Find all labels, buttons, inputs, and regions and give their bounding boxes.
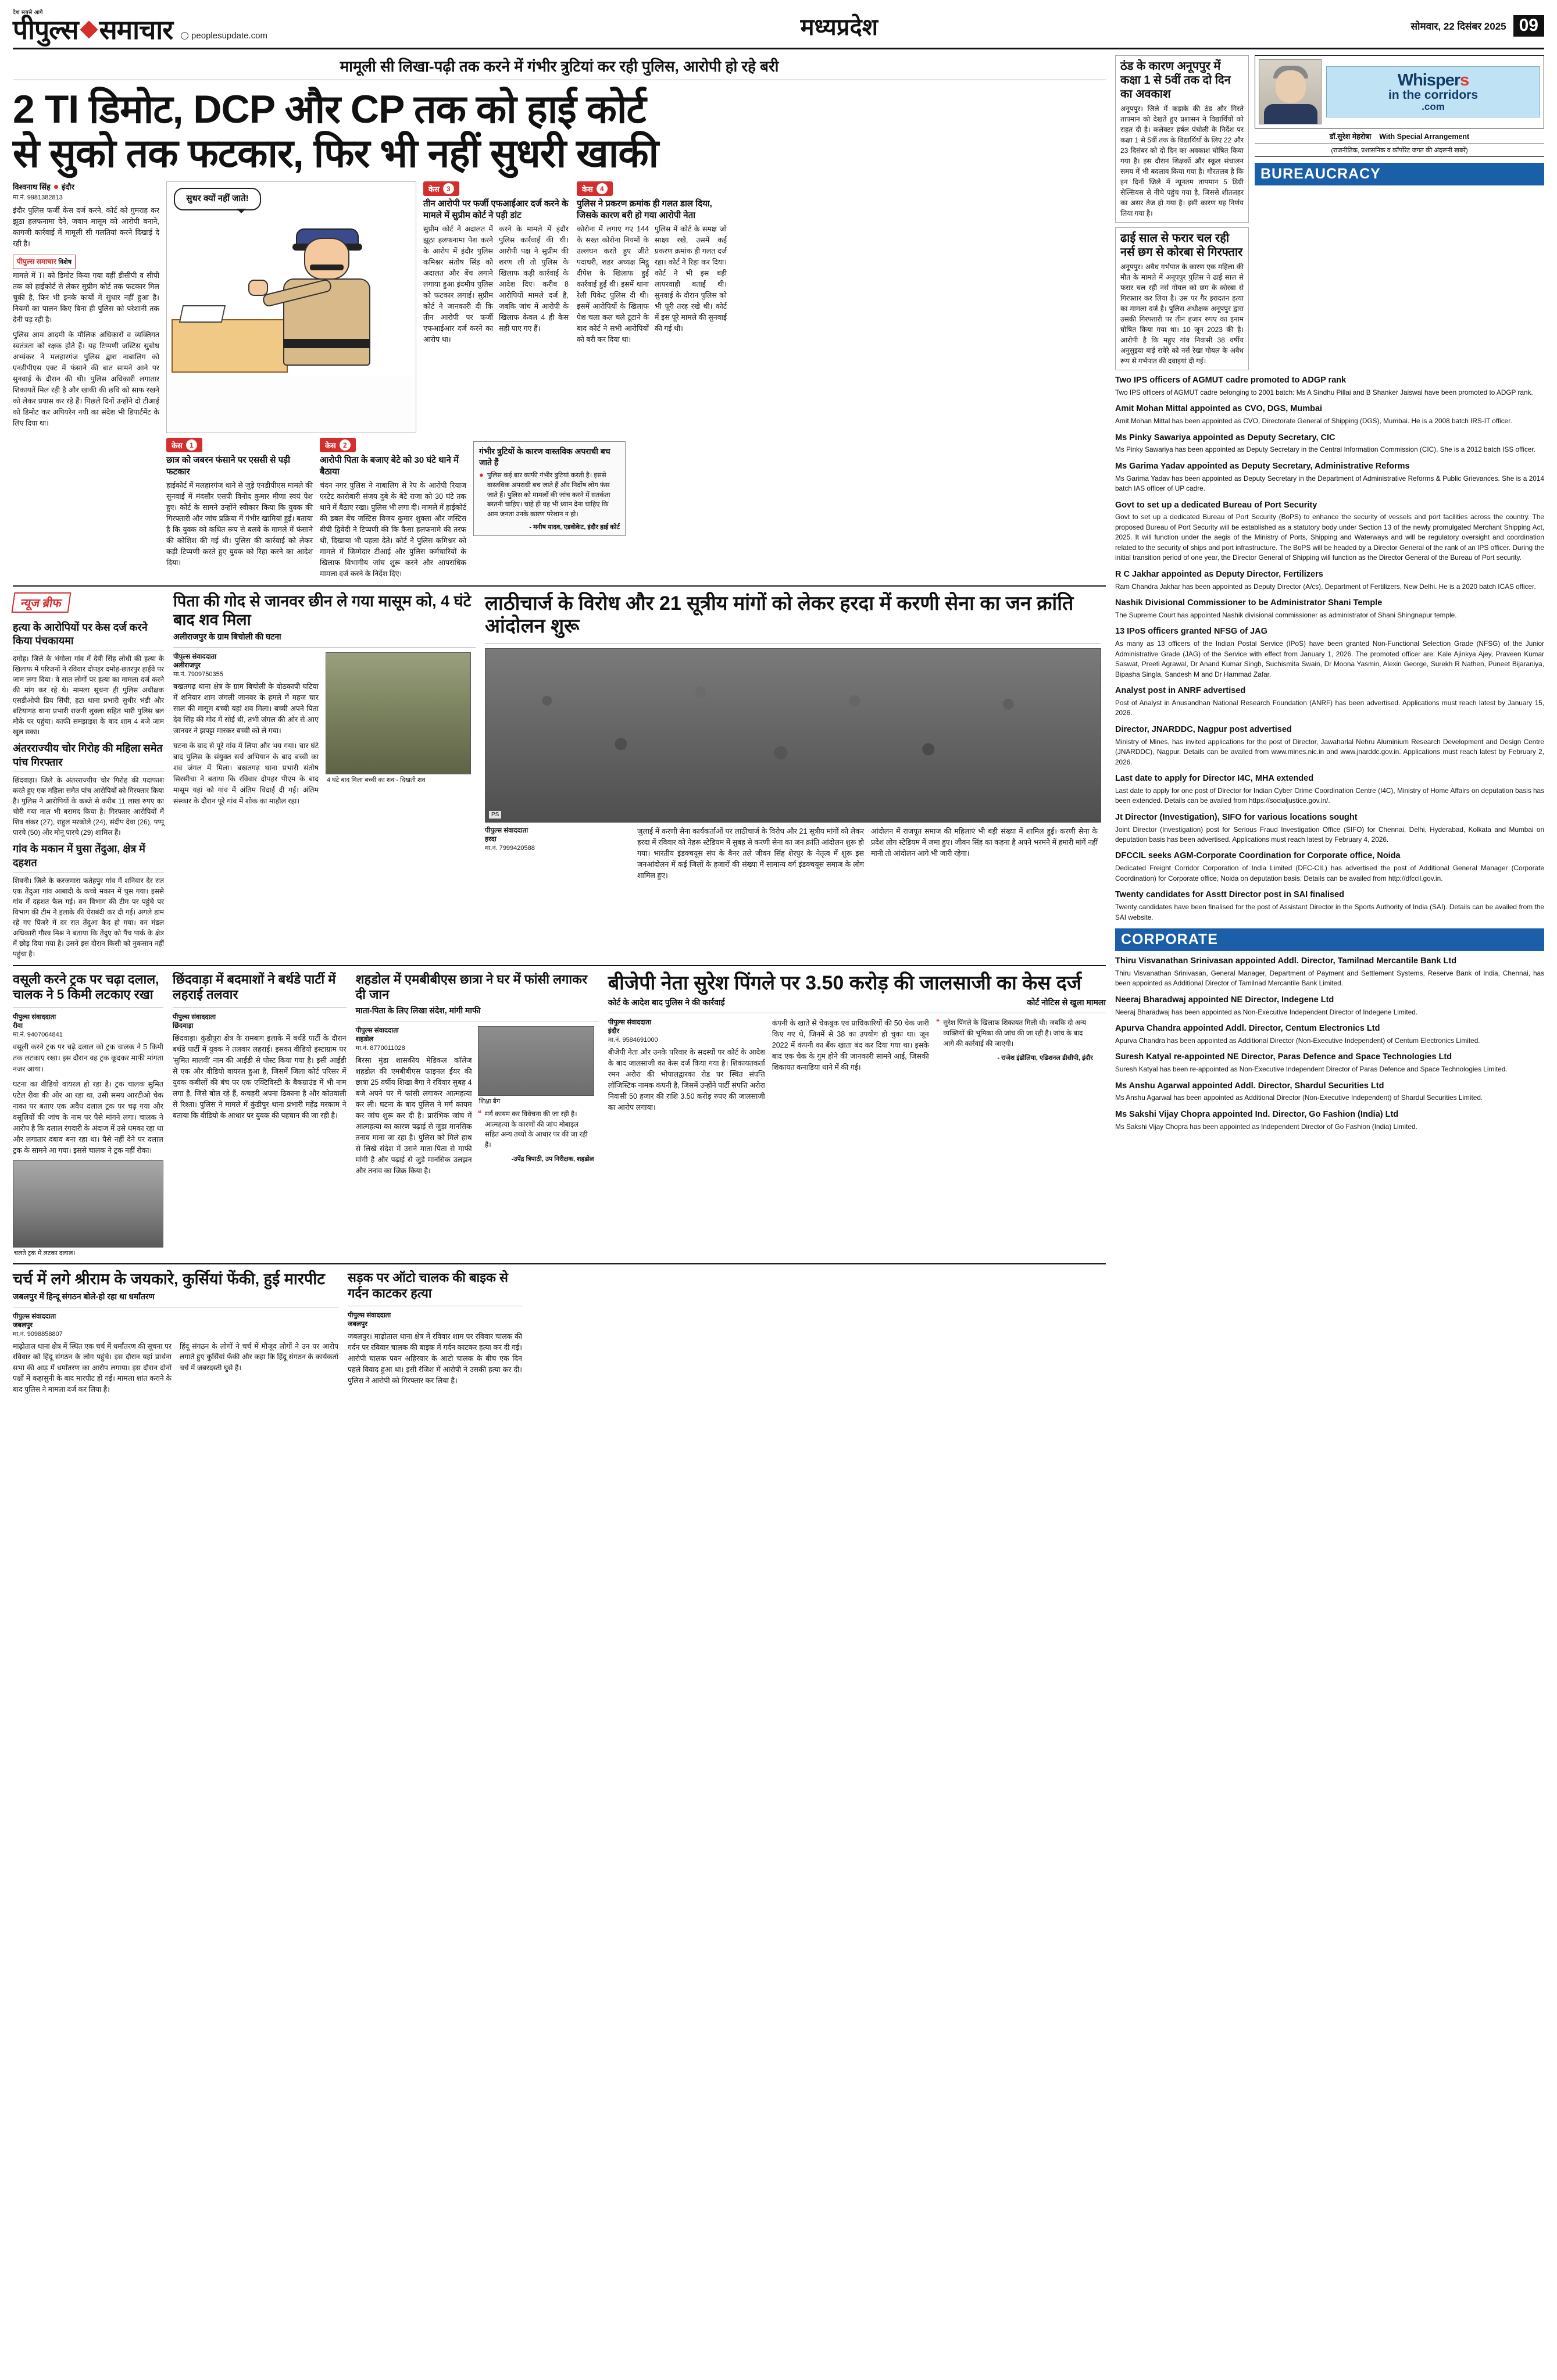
item-body: Ms Garima Yadav has been appointed as Deputy Secretary in the Department of Administrative Reforms & Public Grievances. She is a 2014 batch IAS officer of UP cadre.	[1115, 474, 1544, 493]
case-3-tag	[423, 181, 459, 196]
case-2-label: केस	[325, 441, 336, 450]
story-bjp-quote	[936, 1018, 1093, 1049]
story-lathicharge-photo	[485, 648, 1101, 823]
story-chhindwara-headline: छिंदवाड़ा में बदमाशों ने बर्थडे पार्टी में लहराई तलवार	[172, 972, 336, 1002]
second-band	[13, 592, 1106, 959]
news-brief-item-3	[13, 842, 164, 959]
case-1-headline: छात्र को जबरन फंसाने पर एससी से पड़ी फटकार	[166, 455, 291, 477]
side-boxes	[1115, 55, 1249, 375]
divider-goat	[173, 647, 476, 648]
page-body	[13, 55, 1544, 1395]
head-shape	[304, 238, 349, 280]
globe-icon	[181, 32, 188, 40]
whispers-logo	[1326, 66, 1540, 117]
story-goat-para-1: बखतगढ़ थाना क्षेत्र के ग्राम बिचोली के वोठकापी घटिया में शनिवार शाम जंगली जानवर के हमले में महज चार साल की मासूम बच्ची यहां शव मिला। बच्ची अपने पिता देव सिंह की गोद में सोई थी, तभी जंगल की ओर से आए जानवर ने झपट्टा मारकर बच्ची को ले गया।	[173, 682, 319, 735]
face-shape	[1276, 70, 1306, 103]
divider-truck	[13, 1007, 163, 1008]
lead-headline	[13, 87, 1106, 176]
logo-word-2: समाचार	[99, 15, 173, 45]
editorial-cartoon	[166, 181, 416, 433]
item-body: Ms Pinky Sawariya has been appointed as Deputy Secretary in the Central Information Commission (CIC). She is a 2012 batch ISS officer.	[1115, 445, 1536, 454]
whispers-logo-line2: in the corridors	[1388, 88, 1479, 102]
item-body: Suresh Katyal has been re-appointed as Non-Executive Independent Director of Paras Defence and Space Technologies Limited.	[1115, 1065, 1508, 1074]
corporate-item	[1115, 1081, 1544, 1103]
item-body: Ministry of Mines, has invited applications for the post of Director, Jawaharlal Nehru Aluminium Research Development and Design Centre (JNARDDC), Nagpur. Details can be availed from www.mines.nic.in and www.jnarddc.gov.in. Applications must reach latest by February 2, 2026.	[1115, 737, 1544, 766]
divider-1	[13, 585, 1106, 587]
story-lathicharge-para-2: आंदोलन में राजपूत समाज की महिलाएं भी बड़ी संख्या में शामिल हुई। करणी सेना के प्रदेश लोग स्टेडियम में जमा हुए। जीवन सिंह का कहना है अपने भरमने में हमारी मांगें नहीं मानी तो आंदोलन आगे भी जारी रहेगा।	[871, 827, 1098, 857]
third-band	[13, 972, 1106, 1257]
story-auto-credit: पीपुल्स संवाददाता	[348, 1311, 391, 1319]
story-goat-credit: पीपुल्स संवाददाता	[173, 653, 217, 661]
item-body: Joint Director (Investigation) post for Serious Fraud Investigation Office (SIFO) for Chennai, Delhi, Hyderabad, Kolkata and Mumbai on deputation basis has been advertised. Applications must reach latest by February 4, 2026.	[1115, 825, 1544, 844]
lead-headline-line2: से सुको तक फटकार, फिर भी नहीं सुधरी खाकी	[13, 131, 659, 176]
belt-shape	[283, 339, 370, 348]
story-bjp-place: इंदौर	[608, 1028, 620, 1035]
story-bjp-para-2: कंपनी के खाते से चेकबुक एवं प्राधिकारियों की 50 चेक जारी किए गए थे, जिनमें से 38 का उपयोग हो चुका था। जून 2022 में कंपनी का बैंक खाता बंद कर दिया गया था। इसके बाद एक चेक के गुम होने की जानकारी सामने आई, जिसकी शिकायत कनाडिया थाने में की गई।	[772, 1019, 929, 1072]
case-2-headline: आरोपी पिता के बजाए बेटे को 30 घंटे थाने में बैठाया	[320, 455, 459, 477]
policeman-illustration	[266, 228, 399, 374]
publication-logo	[13, 8, 173, 43]
story-lathicharge-phone: मा.नं. 7999420588	[485, 844, 535, 852]
story-truck-phone: मा.नं. 9407064841	[13, 1031, 63, 1038]
masthead-right	[1411, 15, 1544, 37]
quote-bullet-icon: ❝	[935, 1018, 940, 1027]
story-bjp-subhead: कोर्ट के आदेश बाद पुलिस ने की कार्रवाई	[608, 998, 725, 1007]
story-chhindwara	[173, 972, 347, 1257]
case-1-tag	[166, 438, 202, 452]
story-shahdol-place: शहडोल	[355, 1035, 374, 1043]
item-headline: Suresh Katyal re-appointed NE Director, Paras Defence and Space Technologies Ltd	[1115, 1052, 1452, 1062]
lead-grid	[13, 181, 1106, 433]
item-headline: Analyst post in ANRF advertised	[1115, 686, 1246, 695]
item-body: Last date to apply for one post of Director for Indian Cyber Crime Coordination Centre (I4C), Ministry of Home Affairs on deputation basis has been extended. Details can be availed from https://socialjustice.gov.in/.	[1115, 786, 1544, 805]
lead-column-1	[13, 181, 159, 433]
item-headline: Ms Sakshi Vijay Chopra appointed Ind. Director, Go Fashion (India) Ltd	[1115, 1109, 1399, 1119]
story-goat-phone: मा.नं. 7909750355	[173, 671, 223, 678]
story-truck-headline: वसूली करने ट्रक पर चढ़ा दलाल, चालक ने 5 किमी लटकाए रखा	[13, 972, 159, 1002]
diamond-icon	[80, 20, 98, 38]
right-rail	[1115, 55, 1544, 1395]
item-headline: Ms Anshu Agarwal appointed Addl. Director, Shardul Securities Ltd	[1115, 1081, 1384, 1091]
story-bjp	[608, 972, 1106, 1257]
story-church	[13, 1270, 338, 1395]
bureaucracy-item	[1115, 724, 1544, 767]
story-bjp-para-1: बीजेपी नेता और उनके परिवार के सदस्यों पर कोर्ट के आदेश के बाद जालसाजी का केस दर्ज किया गया है। शिकायतकर्ता रमन अरोरा की भोपालद्वारका रोड पर स्थित संपत्ति लॉजिस्टिक नामक कंपनी है, जिसमें उन्होंने पार्टी संपत्ति अरोरा निवासी 50 हजार की राशि 3.50 करोड़ रुपए की जालसाजी का आरोप लगाया।	[608, 1048, 765, 1112]
case-4-body-a: कोरोना में लगाए गए 144 के सख्त कोरोना नियमों के उल्लंघन करते हुए जीते पदाधरी, शहर अध्यक्ष मिट्ठू दीपेश के खिलाफ हुई कार्रवाई हुई थी। इसमें थाना रेली पिकेट पुलिस दी थी। इसमें आरोपियों के खिलाफ पेश चला कल चले टूटाने के बाद कोर्ट ने सभी आरोपियों को बरी कर दिया था।	[577, 224, 649, 344]
shoulders-shape	[1264, 104, 1317, 124]
quote-bullet-icon: ❝	[477, 1109, 482, 1118]
whispers-tagline: (राजनीतिक, प्रशासनिक व कॉर्पोरेट जगत की अंदरूनी खबरें)	[1255, 144, 1544, 157]
lead-kicker: मामूली सी लिखा-पढ़ी तक करने में गंभीर त्रुटियां कर रही पुलिस, आरोपी हो रहे बरी	[13, 55, 1106, 80]
news-brief-2-body: छिंदवाड़ा। जिले के अंतरराज्यीय चोर गिरोह की पदाफाश करते हुए एक महिला समेत पांच आरोपियों को गिरफ्तार किया है। पुलिस ने आरोपियों के कब्जे से करीब 11 लाख रुपए का चोरी गया माल भी बरामद किया है। गिरफ्तार आरोपियों में शिव शंकर (27), राहुल मरकोले (24), संदीप देवा (26), पप्पू पारचे (50) और मोनू पारचे (29) शामिल हैं।	[13, 776, 164, 837]
story-chhindwara-para-1: छिंदवाड़ा। कुंडीपुरा क्षेत्र के रामबाग इलाके में बर्थडे पार्टी के दौरान बर्थडे पार्टी में युवक ने तलवार लहराई। इसका वीडियो इंस्टाग्राम पर 'सुमित मालवी' नाम की आईडी से पोस्ट किया गया है। इसी आईडी से एक और वीडियो वायरल हुआ है, जिसमें जिला कोर्ट परिसर में युवक कबीलों की बंच पर एक एक्टिविस्टी के बैकग्राउंड में भी नाम लगा है, जिसे बोल रहे हैं, कचहरी अपना ठिकाना है और कोतवाली से रिश्ता। पुलिस ने मामले में कुंडीपुर थाना प्रभारी महेंद्र मरकाम ने बताया कि वीडियो के आधार पर युवक की पहचान की जा रही है।	[172, 1034, 347, 1120]
fourth-band-filler	[531, 1270, 1101, 1395]
story-shahdol-quote-text: मर्ग कायम कर विवेचना की जा रही है। आत्महत्या के कारणों की जांच मोबाइल सहित अन्य तथ्यों के आधार पर की जा रही है।	[485, 1110, 588, 1149]
cartoon-caption	[169, 376, 413, 378]
bureaucracy-item	[1115, 812, 1544, 845]
bureaucracy-item	[1115, 500, 1544, 563]
story-shahdol-quote-credit: -उपेंद्र त्रिपाठी, उप निरीक्षक, शहडोल	[511, 1155, 594, 1163]
special-badge: पीपुल्स समाचार	[17, 258, 56, 266]
news-brief-badge: न्यूज ब्रीफ	[12, 592, 72, 613]
case-2-body: चंदन नगर पुलिस ने नाबालिग से रेप के आरोपी रियाज एरटेट कारोबारी संजय दुबे के बेटे राजा को 30 घंटे तक थाने में बैठाए रखा। पुलिस भी लगा दी। मामले में हाईकोर्ट की डबल बेंच जस्टिस विजय कुमार शुक्ला और जस्टिस बीपी द्विवेदी ने टिप्पणी की कि कैसा हलफनामे की तरफ थी, दिखाया भी पहला देते। कोर्ट ने पुलिस कमिश्नर को मामले में जिम्मेदार टीआई और पुलिस कर्मचारियों के खिलाफ विभागीय जांच शुरू करने और आपराधिक मामला दर्ज करने के निर्देश दिए।	[320, 481, 466, 578]
story-church-para-1: माढ़ोताल थाना क्षेत्र में स्थित एक चर्च में धर्मांतरण की सूचना पर रविवार को हिंदू संगठन के लोग पहुंचे। इस दौरान यहां प्रार्थना सभा की आड़ में धर्मांतरण का आरोप लगाया। इस दौरान दोनों पक्षों में कहासुनी के बाद मारपीट हो गई। मामला शांत कराने के बाद पुलिस ने मामला दर्ज कर लिया है।	[13, 1342, 172, 1393]
story-truck-credit: पीपुल्स संवाददाता	[13, 1013, 56, 1021]
item-body: Two IPS officers of AGMUT cadre belonging to 2001 batch: Ms A Sindhu Pillai and B Shanker Jaiswal have been promoted to ADGP rank.	[1115, 388, 1533, 396]
cases-row	[13, 438, 1106, 579]
item-body: Ram Chandra Jakhar has been appointed as Deputy Director (A/cs), Department of Fertilizers, New Delhi. He is a 2020 batch ICAS officer.	[1115, 582, 1536, 591]
byline-phone: मा.नं. 9981382813	[13, 194, 63, 202]
story-bjp-phone: मा.नं. 9584691000	[608, 1037, 658, 1044]
story-shahdol-photo-caption: शिक्षा बैग	[478, 1098, 501, 1105]
case-1-body: हाईकोर्ट में मलहारगंज थाने से जुड़े एनडीपीएस मामले की सुनवाई में मंदसौर एसपी विनोद कुमार मीणा स्वयं पेश हुए। कोर्ट के सामने उन्होंने स्वीकार किया कि युवक की गिरफ्तारी और जांच प्रक्रिया में गंभीर खामियां हुई। बताया है कि युवक को कथित रूप से बलवे के मामले में फंसाने की कोशिश की गई थी। पुलिस की कार्रवाई को लेकर कड़ी टिप्पणी करते हुए युवक को रिहा करने का आदेश दिया।	[166, 481, 313, 567]
divider-chhindwara	[173, 1007, 347, 1008]
bureaucracy-item	[1115, 626, 1544, 680]
story-auto-place: जबलपुर	[348, 1320, 368, 1328]
story-shahdol-headline: शहडोल में एमबीबीएस छात्रा ने घर में फांसी लगाकर दी जान	[355, 972, 587, 1002]
story-church-credit: पीपुल्स संवाददाता	[13, 1313, 56, 1320]
story-auto	[348, 1270, 522, 1395]
byline-author: विश्वनाथ सिंह	[13, 183, 51, 192]
story-goat-subhead: अलीराजपुर के ग्राम बिचोली की घटना	[173, 632, 281, 642]
divider-lathicharge	[485, 643, 1101, 644]
case-3	[423, 181, 570, 433]
item-headline: Last date to apply for Director I4C, MHA extended	[1115, 773, 1314, 783]
expert-quote-row	[479, 471, 620, 519]
story-lathicharge	[485, 592, 1101, 959]
case-3-body-a: सुप्रीम कोर्ट ने अदालत में झूठा हलफनामा पेश करने के आरोप में इंदौर पुलिस कमिश्नर संतोष सिंह को अदालत और बेंच लगाने लगाया हुआ इंदमीय पुलिस को फटकार लगाई। सुप्रीम कोर्ट ने जानकारी दी कि तीन आरोपी पर फर्जी एफआईआर दर्ज करने का आरोप था।	[423, 224, 493, 344]
story-church-headline: चर्च में लगे श्रीराम के जयकारे, कुर्सियां फेंकी, हुई मारपीट	[13, 1270, 325, 1288]
anuppur-box	[1115, 55, 1249, 223]
news-brief-item-2	[13, 742, 164, 838]
fourth-band	[13, 1270, 1106, 1395]
bureaucracy-item	[1115, 461, 1544, 494]
item-body: Amit Mohan Mittal has been appointed as CVO, Directorate General of Shipping (DGS), Mumbai. He is a 2008 batch IRS-IT officer.	[1115, 417, 1512, 426]
publication-date: सोमवार, 22 दिसंबर 2025	[1410, 20, 1506, 32]
error-box-wrap	[473, 438, 626, 579]
story-truck-place: रीवा	[13, 1022, 23, 1030]
story-truck-photo	[13, 1160, 163, 1248]
lead-para-1: इंदौर पुलिस फर्जी केस दर्ज करने, कोर्ट को गुमराह कर झूठा हलफनामा देने, जवान मासूम को आरोपी बनाने, कागजी कार्रवाई में मामूली सी गलतियां करने दिखाई दे रही है।	[13, 206, 159, 248]
website-url[interactable]	[181, 31, 267, 43]
story-goat-photo	[326, 652, 471, 774]
bureaucracy-item	[1115, 773, 1544, 806]
whispers-column	[1255, 55, 1544, 375]
story-lathicharge-headline: लाठीचार्ज के विरोध और 21 सूत्रीय मांगों को लेकर हरदा में करणी सेना का जन क्रांति आंदोलन शुरू	[485, 592, 1074, 638]
masthead	[13, 8, 1544, 49]
case-3-number: 3	[443, 183, 454, 194]
bureaucracy-section-title: BUREAUCRACY	[1255, 163, 1544, 185]
story-church-phone: मा.नं. 9098858807	[13, 1330, 63, 1338]
story-bjp-headline: बीजेपी नेता सुरेश पिंगले पर 3.50 करोड़ की जालसाजी का केस दर्ज	[608, 972, 1082, 995]
story-shahdol	[356, 972, 599, 1257]
item-body: Govt to set up a dedicated Bureau of Port Security (BoPS) to enhance the security of vessels and port facilities across the country. The proposed Bureau of Port Security will be established as a statutory body under Section 13 of the newly promulgated Merchant Shipping Act, 2025. It will function under the aegis of the Ministry of Ports, Shipping and Waterways and will be regulatory oversight and coordination related to the security of ships and port infrastructure. The BoPS will be headed by a Director General of the rank of an IPS officer. During the initial transition period of one year, the Director General of Shipping will function as the Director General of the Bureau of Port security.	[1115, 513, 1544, 562]
whispers-logo-line1: Whispers	[1397, 70, 1469, 90]
bullet-icon	[54, 185, 58, 189]
bureaucracy-item	[1115, 569, 1544, 592]
story-goat-para-2: घटना के बाद से पूरे गांव में लिपा और भय गया। चार घंटे बाद पुलिस के संयुक्त सर्च अभियान के बाद बच्ची का शव जंगल में मिला। बखतगढ़ थाना प्रभारी संतोष सिरसीचा ने बताया कि रविवार दोपहर पीएम के बाद मासूम यहां को गांव में अंतिम विदाई दी गई। अंतिम संस्कार के दौरान पूरे गांव में शोक का माहौल रहा।	[173, 742, 319, 806]
item-body: The Supreme Court has appointed Nashik divisional commissioner as administrator of Shani Shingnapur temple.	[1115, 610, 1457, 619]
bureaucracy-item	[1115, 403, 1544, 426]
bureaucracy-list	[1115, 375, 1544, 923]
story-shahdol-para-1: बिरसा मुंडा शासकीय मेडिकल कॉलेज शहडोल की एमबीबीएस फाइनल ईयर की छात्रा 25 वर्षीय शिखा बैगा ने रविवार सुबह 4 बजे अपने घर में फांसी लगाकर आत्महत्या कर ली। घटना के बाद पुलिस ने मर्ग कायम कर जांच शुरू कर दी है। प्रारंभिक जांच में आत्महत्या का कारण पढ़ाई से जुड़ा मानसिक तनाव माना जा रहा है। पुलिस को मिले हाथ से लिखे संदेश में उसने माता-पिता से माफी मांगी है और पढ़ाई से जुड़े मानसिक उलझन और तनाव का जिक्र किया है।	[355, 1056, 472, 1175]
news-brief-2-headline: अंतरराज्यीय चोर गिरोह की महिला समेत पांच गिरफ्तार	[13, 742, 164, 772]
columnist-name: डॉ.सुरेश मेहरोत्रा With Special Arrangement	[1329, 133, 1470, 141]
main-content	[13, 55, 1106, 1395]
whispers-logo-line3: .com	[1422, 101, 1445, 113]
corporate-list	[1115, 956, 1544, 1132]
case-3-headline: तीन आरोपी पर फर्जी एफआईआर दर्ज करने के मामले में सुप्रीम कोर्ट ने पड़ी डांट	[423, 199, 569, 220]
item-headline: 13 IPoS officers granted NFSG of JAG	[1115, 627, 1267, 637]
story-lathicharge-place: हरदा	[485, 835, 497, 843]
story-bjp-subhead-2: कोर्ट नोटिस से खुला मामला	[1026, 998, 1106, 1007]
case-1-number: 1	[186, 439, 197, 451]
case-4-tag	[577, 181, 613, 196]
expert-quote-box	[473, 441, 626, 535]
item-body: Ms Anshu Agarwal has been appointed as Additional Director (Non-Executive Independent) of Shardul Securities Limited.	[1115, 1093, 1483, 1102]
news-brief-3-headline: गांव के मकान में घुसा तेंदुआ, क्षेत्र में दहशत	[13, 842, 164, 873]
story-lathicharge-para-1: जुलाई में करणी सेना कार्यकर्ताओं पर लाठीचार्ज के विरोध और 21 सूत्रीय मांगों को लेकर हरदा में रविवार को नेहरू स्टेडियम में सुबह से करणी सेना का जन क्रांति आंदोलन शुरू हो गया। भारतीय इंडक्चयूस संघ के बैनर तले जीवन सिंह शेरपुर के नेतृत्व में शुरू इस जनआंदोलन में कई जिलों के हजारों की संख्या में सामान्य वर्ग इंडक्चयूस समाज के लोग शामिल हुए।	[637, 827, 864, 880]
divider-2	[13, 965, 1106, 966]
edition-name: मध्यप्रदेश	[800, 14, 878, 40]
byline-place: इंदौर	[61, 183, 74, 192]
story-chhindwara-credit: पीपुल्स संवाददाता	[172, 1013, 216, 1021]
item-headline: Amit Mohan Mittal appointed as CVO, DGS, Mumbai	[1115, 404, 1323, 414]
story-church-subhead: जबलपुर में हिन्दू संगठन बोले-हो रहा था धर्मांतरण	[13, 1291, 155, 1301]
lead-headline-line1: 2 TI डिमोट, DCP और CP तक को हाई कोर्ट	[13, 87, 646, 131]
website-url-text: peoplesupdate.com	[191, 31, 267, 41]
page-number: 09	[1513, 15, 1544, 37]
item-body: Neeraj Bharadwaj has been appointed as Non-Executive Independent Director of Indegene Limited.	[1115, 1007, 1418, 1016]
case-2-number: 2	[340, 439, 351, 451]
item-headline: R C Jakhar appointed as Deputy Director, Fertilizers	[1115, 569, 1323, 579]
story-shahdol-photo	[478, 1026, 594, 1096]
case-4-label: केस	[582, 184, 593, 194]
photo-watermark: PS	[489, 811, 501, 819]
story-lathicharge-credit: पीपुल्स संवाददाता	[485, 827, 528, 834]
case-2	[320, 438, 466, 579]
corporate-item	[1115, 1052, 1544, 1074]
anuppur-headline: ठंड के कारण अनूपपुर में कक्षा 1 से 5वीं तक दो दिन का अवकाश	[1120, 60, 1231, 101]
nurse-headline: ढाई साल से फरार चल रही नर्स छग से कोरबा से गिरफ्तार	[1120, 232, 1243, 259]
story-goat-photo-col	[326, 652, 471, 811]
case-4-number: 4	[597, 183, 608, 194]
story-truck-para-1: वसूली करने ट्रक पर चढ़े दलाल को ट्रक चालक ने 5 किमी तक लटकाए रखा। इस दौरान वह ट्रक कूदकर माफी मांगता नजर आया।	[13, 1042, 163, 1073]
item-headline: Jt Director (Investigation), SIFO for various locations sought	[1115, 812, 1358, 822]
item-body: Thiru Visvanathan Srinivasan, General Manager, Department of Payment and Settlement Systems, Reserve Bank of India, Chennai, has been appointed as Additional Director of Tamilnad Mercantile Bank Limited.	[1115, 969, 1544, 988]
whispers-header	[1255, 55, 1544, 128]
item-headline: Nashik Divisional Commissioner to be Administrator Shani Temple	[1115, 598, 1383, 608]
expert-quote-text: पुलिस कई बार काफी गंभीर त्रुटियां करती है। इससे वास्तविक अपराधी बच जाते हैं और निर्दोष लोग फंस जाते हैं। पुलिस को मामलों की जांच करने में सतर्कता बरतनी चाहिए। चाहे ही यह भी ध्यान देना चाहिए कि आम जनता उनके कारण परेशान न हो।	[487, 472, 610, 518]
bureaucracy-item	[1115, 889, 1544, 923]
story-goat-headline: पिता की गोद से जानवर छीन ले गया मासूम को, 4 घंटे बाद शव मिला	[173, 592, 472, 628]
item-headline: Govt to set up a dedicated Bureau of Port Security	[1115, 500, 1317, 510]
logo-word-1: पीपुल्स	[13, 15, 78, 45]
cartoon-speech-bubble: सुधर क्यों नहीं जाते!	[174, 188, 261, 210]
story-shahdol-quote	[478, 1109, 594, 1150]
bureaucracy-item	[1115, 598, 1544, 620]
story-truck-para-2: घटना का वीडियो वायरल हो रहा है। ट्रक चालक सुमित एटेल रीवा की ओर आ रहा था, उसी समय आरटीओ चेक नाका पर बताए एक अवैध दलाल ट्रक पर चढ़ गया और वसूलियों की जांच के नाम पर पैसे मांगने लगा। चालक ने आरोप है कि दलाल रंगदारी के अंदाज में उसे धमका रहा था और लगातार दबाव बना रहा था। पैसे नहीं देने पर दलाल ट्रक के सामने आ गया। इससे चालक ने ट्रक नहीं रोका।	[13, 1080, 163, 1155]
logo-wordmark	[13, 16, 173, 43]
story-goat-photo-caption: 4 घंटे बाद मिला बच्ची का शव - दिखती शव	[327, 777, 426, 784]
logo-tagline: देश सबसे आगे	[13, 9, 43, 15]
expert-quote-credit: - मनीष यादव, एडवोकेट, इंदौर हाई कोर्ट	[529, 523, 620, 531]
news-brief-item-1	[13, 621, 164, 738]
item-body: Apurva Chandra has been appointed as Additional Director (Non-Executive Independent) of Centum Electronics Limited.	[1115, 1036, 1480, 1045]
lead-para-2: मामले में TI को डिमोट किया गया वहीं डीसीपी व सीपी तक को हाईकोर्ट से लेकर सुप्रीम कोर्ट तक फटकार मिल चुकी है, फिर भी इनके कार्यों में सुधार नहीं हुआ है। नियमों का पालन किए बिना ही पुलिस को परेशानी तक देनी पड़ रही है।	[13, 271, 159, 324]
case-3-label: केस	[428, 184, 440, 194]
corporate-item	[1115, 1023, 1544, 1046]
item-headline: Thiru Visvanathan Srinivasan appointed Addl. Director, Tamilnad Mercantile Bank Ltd	[1115, 956, 1457, 966]
story-chhindwara-place: छिंदवाड़ा	[172, 1022, 194, 1030]
expert-quote-title: गंभीर त्रुटियों के कारण वास्तविक अपराधी बच जाते हैं	[479, 446, 610, 467]
story-shahdol-subhead: माता-पिता के लिए लिखा संदेश, मांगी माफी	[355, 1005, 481, 1015]
case-1	[166, 438, 313, 579]
corporate-section-title: CORPORATE	[1115, 928, 1544, 951]
special-badge-sub: विशेष	[58, 259, 72, 266]
story-bjp-credit: पीपुल्स संवाददाता	[608, 1019, 651, 1027]
bureaucracy-item	[1115, 850, 1544, 884]
byline	[13, 181, 159, 192]
hand-shape	[248, 280, 268, 296]
item-headline: Ms Garima Yadav appointed as Deputy Secretary, Administrative Reforms	[1115, 461, 1410, 471]
case-1-label: केस	[172, 441, 183, 450]
bureaucracy-item	[1115, 685, 1544, 719]
case-4-headline: पुलिस ने प्रकरण क्रमांक ही गलत डाल दिया, जिसके कारण बरी हो गया आरोपी नेता	[577, 199, 712, 220]
mustache-shape	[310, 265, 344, 270]
story-goat-place: अलीराजपुर	[173, 662, 201, 670]
item-headline: Apurva Chandra appointed Addl. Director, Centum Electronics Ltd	[1115, 1024, 1380, 1033]
corporate-item	[1115, 956, 1544, 989]
story-goat	[173, 592, 476, 959]
item-headline: Neeraj Bharadwaj appointed NE Director, Indegene Ltd	[1115, 995, 1334, 1005]
news-brief-1-headline: हत्या के आरोपियों पर केस दर्ज करने किया पंचकायमा	[13, 621, 164, 651]
corporate-item	[1115, 995, 1544, 1017]
cartoon-art	[169, 184, 413, 376]
columnist-photo	[1259, 59, 1322, 124]
lead-body	[13, 205, 159, 429]
item-body: Twenty candidates have been finalised for the post of Assistant Director in the Sports Authority of India (SAI). Details can be availed from the SAI website.	[1115, 903, 1544, 921]
news-brief-1-body: दमोह। जिले के भंगोला गांव में देवी सिंह लोधी की हत्या के खिलाफ में परिजनों ने रविवार दोपहर दमोह-छतरपुर हाईवे पर जाम लगा दिया। वे सात लोगों पर हत्या का मामला दर्ज करने की मांग कर रहे थे। मामला सूचना ही पुलिस अधीक्षक एसडीओपी प्रिय सिंघी, हटा थाना प्रभारी सुधीर भंडी और बटियागढ़ थाना प्रभारी राजनी शुक्ला सहित भारी पुलिस बल मौके पर पहुंचा। काफी समझाइश के बाद शाम 4 बजे जाम खुल सका।	[13, 655, 164, 737]
divider-3	[13, 1263, 1106, 1264]
masthead-left	[13, 8, 267, 43]
story-truck-photo-caption: चलते ट्रक में लटका दलाल।	[14, 1249, 76, 1257]
story-auto-para-1: जबलपुर। माढ़ोताल थाना क्षेत्र में रविवार शाम पर रविवार चालक की गर्दन पर रविवार चालक की बाइक में गर्दन काटकर हत्या कर दी गई। आरोपी चालक पवन अहिरवार के आटो चालक के बीच एक दिन पहले विवाद हुआ था। इसी रंजिश में आरोपी ने उसकी हत्या कर दी। पुलिस ने आरोपी को गिरफ्तार कर लिया है।	[348, 1332, 522, 1385]
item-headline: Two IPS officers of AGMUT cadre promoted to ADGP rank	[1115, 376, 1347, 385]
nurse-box	[1115, 227, 1249, 370]
item-headline: Ms Pinky Sawariya appointed as Deputy Secretary, CIC	[1115, 433, 1335, 442]
story-church-para-2: हिंदू संगठन के लोगों ने चर्च में मौजूद लोगों ने उन पर आरोप लगाते हुए कुर्सियां फेंकी और कहा कि हिंदू संगठन के कार्यकर्ता चर्च में जबरदस्ती घुसे हैं।	[180, 1342, 338, 1372]
story-church-place: जबलपुर	[13, 1321, 33, 1329]
story-auto-headline: सड़क पर ऑटो चालक की बाइक से गर्दन काटकर हत्या	[348, 1270, 508, 1300]
quote-bullet-icon: ●	[479, 470, 484, 480]
bureaucracy-item	[1115, 433, 1544, 455]
case-3-body-b: करने के मामले में इंदौर पुलिस कार्रवाई की थी। आरोपी पक्ष ने सुप्रीम की शरण ली तो पुलिस के खिलाफ कड़ी कार्रवाई के आदेश दिए। करीब 8 आरोपियों मामले दर्ज है, जबकि जांच में आरोपी के खिलाफ केवल 4 ही केस सही पाए गए हैं।	[499, 224, 569, 333]
bureaucracy-item	[1115, 375, 1544, 398]
case-2-tag	[320, 438, 356, 452]
story-bjp-quote-text: सुरेश पिंगले के खिलाफ शिकायत मिली थी। जबकि दो अन्य व्यक्तियों की भूमिका की जांच की जा रही है। जांच के बाद आगे की कार्रवाई की जाएगी।	[943, 1019, 1087, 1048]
cases-spacer	[13, 438, 159, 579]
story-shahdol-credit: पीपुल्स संवाददाता	[355, 1027, 399, 1034]
news-brief-column	[13, 592, 164, 959]
item-headline: Director, JNARDDC, Nagpur post advertised	[1115, 724, 1292, 734]
item-headline: Twenty candidates for Asstt Director post in SAI finalised	[1115, 890, 1344, 900]
nurse-body: अनूपपुर। अवैध गर्भपात के कारण एक महिला की मौत के मामले में अनूपपुर पुलिस ने ढाई साल से फरार चल रही नर्स गोयल को छग के कोरबा से गिरफ्तार कर लिया है। उस पर गैर इरादतन हत्या का मामला दर्ज है। पुलिस अधीक्षक अनूपपुर द्वारा उसकी गिरफ्तारी पर तीन हजार रुपए का इनाम घोषित किया गया था। 10 जून 2023 की है। आरोपी है कि महुए गांव निवासी 38 वर्षीय अनुसुइया बाई रावेरे को नर्स रेखा गोयल के अवैध रूप से गर्भपात की दवाइयां दी गई।	[1120, 263, 1244, 365]
lead-para-3: पुलिस आम आदमी के मौलिक अधिकारों व व्यक्तिगत स्वतंत्रता को रक्षक होते हैं। यह टिप्पणी जस्टिस सुबोध अभ्यंकर ने मलहारगंज पुलिस द्वारा नाबालिग को एनडीपीएस एक्ट में फंसाने की बात सामने आने पर सुनवाई के दौरान की थी। पुलिस अधिकारी लगातार शिकायतें मिल रही है और खाकी की छवि को साफ रखने को लेकर प्रयास कर रहे हैं। पिछले दिनों उन्होंने दो टीआई को डिमोट कर अपियरेन नयी का संदेश भी डिपार्टमेंट के लिए दिया था।	[13, 331, 159, 428]
case-4-body-b: पुलिस में कोर्ट के समक्ष जो साक्ष्य रखे, उसमें कई प्रकरण क्रमांक ही गलत दर्ज रहा। कोर्ट ने रिहा कर दिया। कोर्ट ने भी इस बड़ी लापरवाही बताई थी। सुनवाई के दौरान पुलिस को भी पूरी तरह रखे थी। कोर्ट में इस पूरे मामले की सुनवाई की गई थी।	[655, 224, 727, 333]
story-goat-text-col	[173, 652, 319, 811]
story-shahdol-phone: मा.नं. 8770011028	[355, 1044, 405, 1052]
anuppur-body: अनूपपुर। जिले में कड़ाके की ठंड और गिरते तापमान को देखते हुए प्रशासन ने विद्यार्थियों को राहत दी है। कलेक्टर हर्षल पंचोली के निर्देश पर कक्षा 1 से 5वीं तक के विद्यार्थियों के लिए 22 और 23 दिसंबर को दो दिन का अवकाश घोषित किया गया है। इस दौरान शिक्षकों और स्कूल संचालन समय में भी बदलाव किया गया है। गौरतलब है कि इन दिनों जिले में न्यूनतम तापमान 5 डिग्री सेल्सियस से नीचे पहुंच गया है, जिससे शीतलहर का असर तेज हो गया है। इसी कारण यह निर्णय लिया गया है।	[1120, 105, 1244, 217]
item-body: Ms Sakshi Vijay Chopra has been appointed as Independent Director of Go Fashion (India) Limited.	[1115, 1122, 1417, 1131]
story-truck	[13, 972, 163, 1257]
news-brief-3-body: शिवनी। जिले के करजमारा फतेहपुर गांव में शनिवार देर रात एक तेंदुआ गांव आबादी के कच्चे मकान में घुस गया। इससे गांव में दहशत फैल गई। वन विभाग की टीम पर पहुंचे पर विभाग की टीम ने इलाके की घेराबंदी कर दी गई। अगले डाम रहे गए पिंजरे में दर रात तेंदुआ कैद हो गया। वन मंडल अधिकारी गौरव मिश्र ने बताया कि तेंदुए को पैंच पार्क के क्षेत्र में छोड़ दिया गया है। उसने इस दौरान किसी को नुकसान नहीं पहुंचा है।	[13, 877, 164, 959]
lead-column-4	[577, 181, 729, 433]
item-body: As many as 13 officers of the Indian Postal Service (IPoS) have been granted Non-Functional Selection Grade (NFSG) of the Junior Administrative Grade (JAG) of the Service with effect from January 1, 2026. The promoted officer are: Kale Ajinkya Ajey, Praveen Kumar Saswat, Preeti Agrawal, Dr Anand Kumar Singh, Suchismita Swain, Dr Moona Yasmin, Alexin George, Surekh R Nathen, Puneet Bijaraniya, Bipasha Singla, Sandesh M and Dr Hammad Zafar.	[1115, 639, 1544, 678]
corporate-item	[1115, 1109, 1544, 1132]
item-headline: DFCCIL seeks AGM-Corporate Coordination for Corporate office, Noida	[1115, 851, 1401, 861]
item-body: Dedicated Freight Corridor Corporation of India Limited (DFC-CIL) has advertised the post of Additional General Manager (Corporate Coordination) for Corporate office, Noida on deputation basis. Details can be availed from http://dfccil.gov.in.	[1115, 864, 1544, 882]
story-bjp-quote-credit: - राजेश इंडोलिया, एडिशनल डीसीपी, इंदौर	[997, 1054, 1093, 1062]
item-body: Post of Analyst in Anusandhan National Research Foundation (ANRF) has been advertised. Applications must reach latest by January 15, 2026.	[1115, 698, 1544, 717]
